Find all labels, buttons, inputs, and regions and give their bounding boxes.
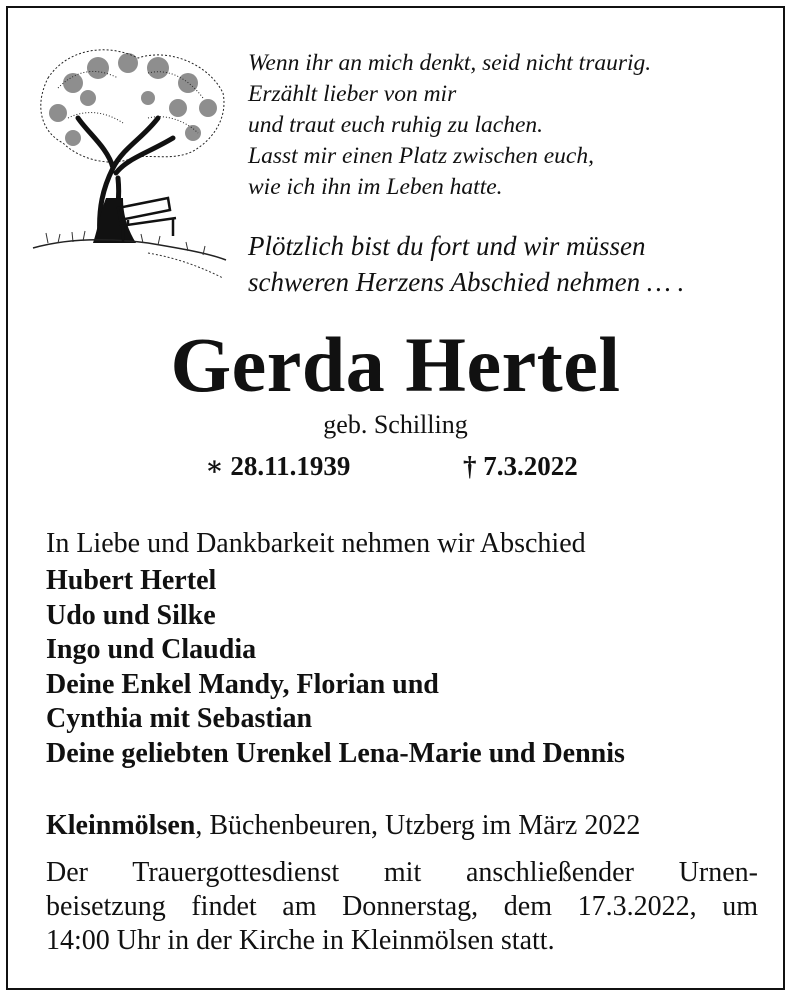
- poem-line: wie ich ihn im Leben hatte.: [248, 174, 503, 200]
- mourner-entry: Cynthia mit Sebastian: [46, 703, 313, 734]
- birth-date: ∗ 28.11.1939: [205, 451, 351, 481]
- service-line: Der Trauergottesdienst mit anschließender Urnen-: [46, 857, 758, 888]
- poem: [248, 48, 768, 203]
- obituary-notice: [6, 6, 785, 990]
- poem-line: und traut euch ruhig zu lachen.: [248, 112, 544, 138]
- mourner-entry: Deine geliebten Urenkel Lena-Marie und Dennis: [46, 737, 625, 769]
- place-and-date: [46, 808, 640, 844]
- tree-with-bench-icon: [28, 38, 228, 283]
- mourner-entry: Ingo und Claudia: [46, 634, 257, 665]
- death-date: † 7.3.2022: [463, 451, 578, 481]
- poem-line: Wenn ihr an mich denkt, seid nicht traurig.: [248, 50, 652, 76]
- maiden-name: geb. Schilling: [323, 410, 468, 439]
- mourner-entry: Udo und Silke: [46, 599, 216, 631]
- mourners-intro: In Liebe und Dankbarkeit nehmen wir Abschied: [46, 528, 586, 559]
- service-info: [46, 856, 758, 958]
- place-rest: , Büchenbeuren, Utzberg im März 2022: [195, 810, 641, 841]
- mourner-entry: Deine Enkel Mandy, Florian und: [46, 668, 439, 700]
- service-line: 14:00 Uhr in der Kirche in Kleinmölsen statt.: [46, 925, 555, 956]
- farewell-line: Plötzlich bist du fort und wir müssen: [248, 231, 646, 261]
- mourner-entry: Hubert Hertel: [46, 565, 217, 596]
- mourners-list: [46, 564, 625, 771]
- place-main: Kleinmölsen: [46, 810, 196, 841]
- farewell-line: schweren Herzens Abschied nehmen … .: [248, 267, 685, 297]
- poem-line: Erzählt lieber von mir: [248, 81, 457, 107]
- service-line: beisetzung findet am Donnerstag, dem 17.3.2022, um: [46, 891, 758, 922]
- poem-line: Lasst mir einen Platz zwischen euch,: [248, 143, 594, 169]
- farewell-text: [248, 228, 778, 300]
- deceased-name: Gerda Hertel: [170, 321, 621, 408]
